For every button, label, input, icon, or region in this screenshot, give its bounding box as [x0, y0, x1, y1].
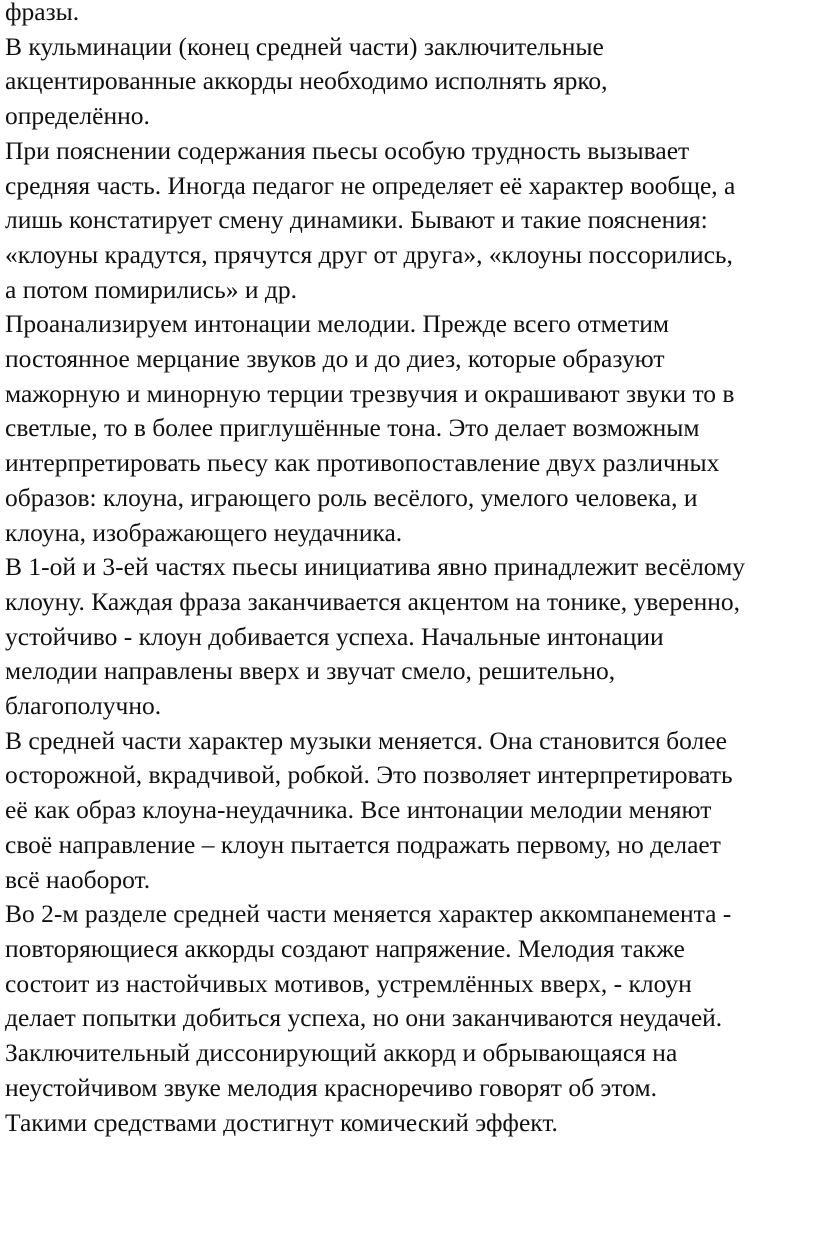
- text-line: Такими средствами достигнут комический эффект.: [5, 1107, 558, 1137]
- paragraph-fragment: [5, 0, 813, 30]
- text-line: неустойчивом звуке мелодия красноречиво говорят об этом.: [5, 1072, 657, 1102]
- text-line: делает попытки добиться успеха, но они заканчиваются неудачей.: [5, 1003, 723, 1033]
- text-line: «клоуны крадутся, прячутся друг от друга», «клоуны поссорились,: [5, 239, 733, 269]
- text-line: Заключительный диссонирующий аккорд и обрывающаяся на: [5, 1038, 678, 1068]
- text-line: постоянное мерцание звуков до и до диез, которые образуют: [5, 344, 665, 374]
- text-line: В 1-ой и 3-ей частях пьесы инициатива явно принадлежит весёлому: [5, 552, 745, 582]
- paragraph-climax: [5, 30, 813, 134]
- text-line: устойчиво - клоун добивается успеха. Начальные интонации: [5, 621, 664, 651]
- text-line: интерпретировать пьесу как противопоставление двух различных: [5, 448, 720, 478]
- text-line: клоуна, изображающего неудачника.: [5, 517, 403, 547]
- text-line: В кульминации (конец средней части) заключительные: [5, 31, 604, 61]
- text-line: лишь констатирует смену динамики. Бывают и такие пояснения:: [5, 205, 708, 235]
- text-line: В средней части характер музыки меняется. Она становится более: [5, 725, 727, 755]
- text-line: средняя часть. Иногда педагог не определяет её характер вообще, а: [5, 170, 736, 200]
- text-line: определённо.: [5, 101, 150, 131]
- paragraph-middle-part: [5, 134, 813, 308]
- text-line: состоит из настойчивых мотивов, устремлённых вверх, - клоун: [5, 968, 692, 998]
- paragraph-second-section: [5, 897, 813, 1140]
- text-line: а потом помирились» и др.: [5, 274, 297, 304]
- text-line: мажорную и минорную терции трезвучия и окрашивают звуки то в: [5, 378, 735, 408]
- text-line: акцентированные аккорды необходимо исполнять ярко,: [5, 66, 608, 96]
- paragraph-middle-character: [5, 724, 813, 898]
- text-line: светлые, то в более приглушённые тона. Это делает возможным: [5, 413, 700, 443]
- text-line: всё наоборот.: [5, 864, 151, 894]
- text-line: повторяющиеся аккорды создают напряжение. Мелодия также: [5, 933, 685, 963]
- text-line: фразы.: [5, 0, 80, 26]
- text-line: Во 2-м разделе средней части меняется характер аккомпанемента -: [5, 899, 732, 929]
- text-line: мелодии направлены вверх и звучат смело, решительно,: [5, 656, 616, 686]
- text-line: благополучно.: [5, 691, 162, 721]
- text-line: осторожной, вкрадчивой, робкой. Это позволяет интерпретировать: [5, 760, 733, 790]
- text-line: При пояснении содержания пьесы особую трудность вызывает: [5, 135, 690, 165]
- text-line: образов: клоуна, играющего роль весёлого, умелого человека, и: [5, 482, 698, 512]
- document-body: [5, 0, 813, 1140]
- text-line: клоуну. Каждая фраза заканчивается акцентом на тонике, уверенно,: [5, 586, 741, 616]
- text-line: её как образ клоуна-неудачника. Все интонации мелодии меняют: [5, 795, 712, 825]
- text-line: своё направление – клоун пытается подражать первому, но делает: [5, 829, 721, 859]
- paragraph-intonations: [5, 307, 813, 550]
- paragraph-parts-one-three: [5, 550, 813, 724]
- text-line: Проанализируем интонации мелодии. Прежде всего отметим: [5, 309, 670, 339]
